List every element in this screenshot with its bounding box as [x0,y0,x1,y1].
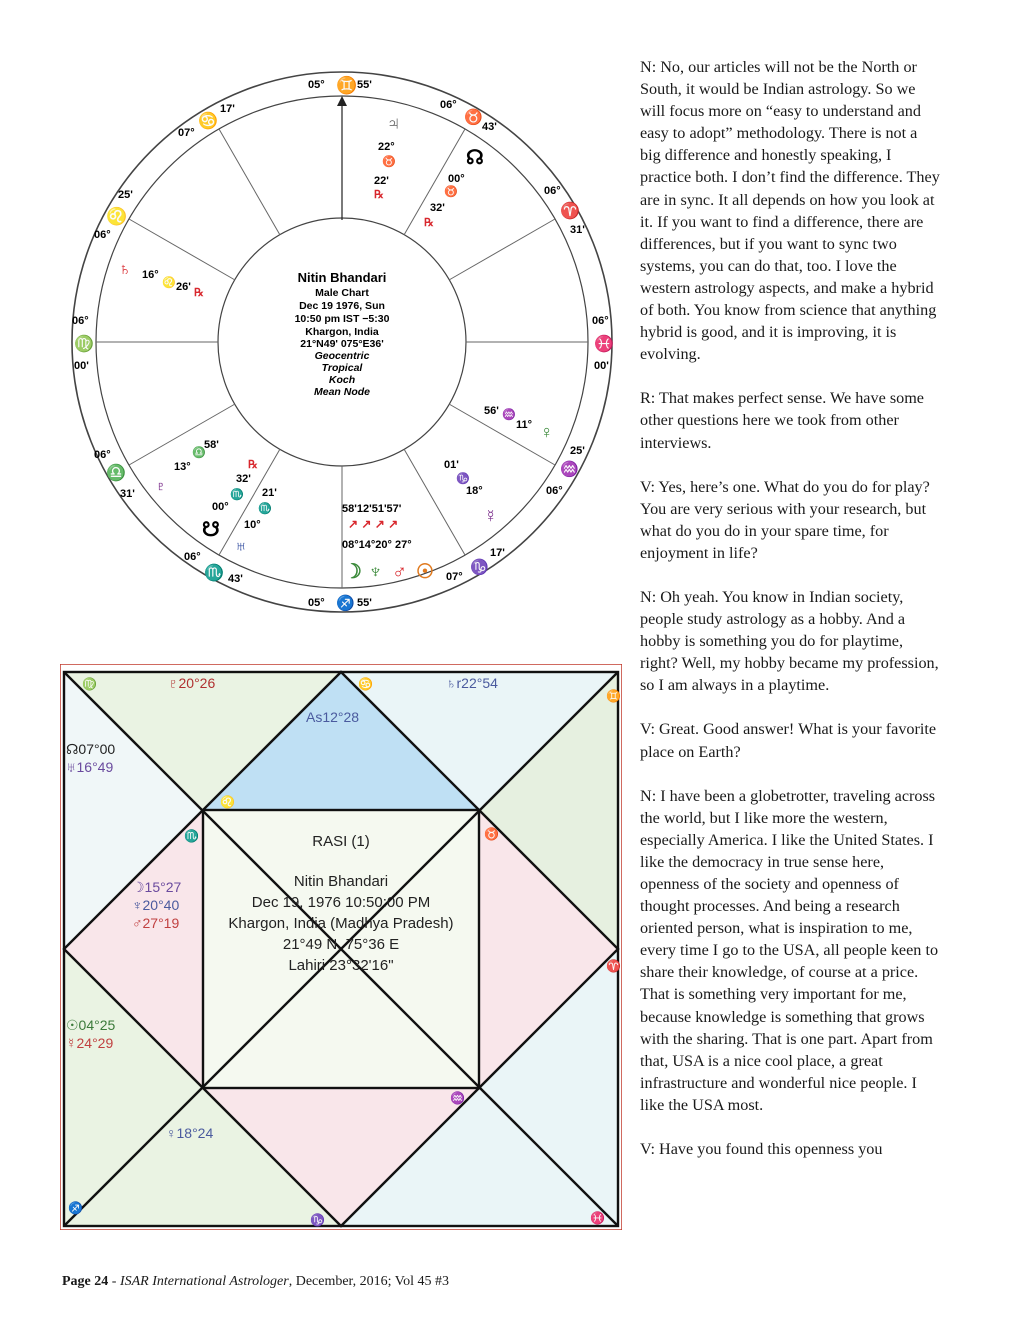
rasi-ayanamsa: Lahiri 23°32'16" [288,957,394,974]
cusp-degree: 06° [592,315,609,327]
planet-degree: 16° [142,269,159,281]
planet-degree: 00° [448,173,465,185]
pluto-position: ♇20°26 [168,675,216,691]
aquarius-icon: ♒ [450,1091,465,1105]
planet-degree: 13° [174,461,191,473]
planet-minute: 18° [466,485,483,497]
pluto-icon: ♇ [154,476,168,496]
cusp-minute: 00' [74,360,89,372]
cusp-minute: 07° [446,571,463,583]
article-paragraph: N: I have been a globetrotter, traveling across the world, but I like more the western, especially America. I like the United States. I like the democracy in true sense here, openness of the society and openness of thought processes. And being a research oriented person, what is inspiration to me, every time I go to the USA, all people keen to share their knowledge, of course at a price. That is something very important for me, because knowledge is something that grows with the sharing. That is one part. Apart from that, USA is a nice cool place, a great infrastructure and wonderful nice people. I like the USA most. [640,786,939,1114]
virgo-icon: ♍ [74,336,94,353]
libra-icon: ♎ [192,447,206,459]
page-footer [62,1274,449,1290]
rasi-chart [60,664,622,1230]
planet-minute: 26' [176,281,191,293]
ascendant-position: As12°28 [306,709,360,725]
cluster-minutes: 58'12'51'57' [342,503,402,515]
rasi-name: Nitin Bhandari [293,873,389,890]
moon-icon: ☽ [344,561,362,583]
cusp-minute: 00' [594,360,609,372]
taurus-icon: ♉ [484,827,499,841]
cusp-degree: 06° [184,551,201,563]
cusp-minute: 17' [220,103,235,115]
sun-icon: ☉ [416,561,434,583]
venus-icon: ♀ [540,422,554,442]
mars-icon: ♂ [392,561,407,583]
mars-position: ♂27°19 [132,915,180,931]
rasi-title: RASI (1) [312,833,370,850]
cusp-degree: 06° [440,99,457,111]
planet-minute: 11° [516,419,533,431]
cancer-icon: ♋ [198,113,218,130]
virgo-icon: ♍ [82,677,97,691]
mc-arrow-icon [337,96,347,106]
planet-degree: 56' [484,405,499,417]
sun-position: ☉04°25 [66,1017,116,1033]
article-text-column [640,56,940,1160]
chart-name: Nitin Bhandari [297,270,387,285]
capricorn-icon: ♑ [470,559,489,576]
scorpio-icon: ♏ [204,565,224,582]
cusp-degree: 07° [178,127,195,139]
taurus-icon: ♉ [464,109,483,126]
pisces-icon: ♓ [590,1211,605,1225]
chart-place: Khargon, India [305,326,379,338]
chart-setting: Mean Node [313,386,371,398]
libra-icon: ♎ [106,465,126,482]
article-paragraph: N: Oh yeah. You know in Indian society, people study astrology as a hobby. And a hobby is something you do for playtime, right? Well, my hobby became my profession, so I am always in a playtime. [640,587,939,695]
chart-coords: 21°N49' 075°E36' [300,338,384,350]
cusp-degree: 06° [94,449,111,461]
cusp-minute: 31' [120,488,135,500]
planet-degree: 22° [378,141,395,153]
planet-minute: 22' [374,175,389,187]
aquarius-icon: ♒ [502,409,516,421]
cusp-degree: 05° [308,597,325,609]
leo-icon: ♌ [106,207,128,226]
rasi-datetime: Dec 19, 1976 10:50:00 PM [251,894,431,911]
chart-type: Male Chart [315,287,369,299]
cusp-minute: 55' [357,79,372,91]
planet-degree: 01' [444,459,459,471]
cusp-degree: 17' [490,547,505,559]
leo-icon: ♌ [162,277,176,289]
retrograde-icon: ℞ [374,189,384,201]
chart-date: Dec 19 1976, Sun [299,300,385,312]
cusp-minute: 31' [570,224,585,236]
article-paragraph: R: That makes perfect sense. We have some other questions here we took from other interviews. [640,389,924,452]
chart-setting: Koch [328,374,356,386]
sagittarius-icon: ♐ [336,595,355,612]
sagittarius-icon: ♐ [68,1201,83,1215]
natal-chart-wheel [62,60,622,620]
saturn-icon: ♄ [118,259,132,279]
capricorn-icon: ♑ [456,473,470,485]
cluster-degrees: 08°14°20° 27° [342,539,412,551]
cusp-degree: 06° [544,185,561,197]
cluster-signs: ↗ ↗ ↗ ↗ [348,517,399,531]
aries-icon: ♈ [560,203,580,220]
mercury-position: ☿24°29 [66,1035,114,1051]
pisces-icon: ♓ [594,336,614,353]
taurus-icon: ♉ [382,156,396,168]
north-node-icon: ☊ [466,147,484,169]
neptune-icon: ♆ [368,561,383,583]
south-node-icon: ☋ [202,519,220,541]
chart-time: 10:50 pm IST −5:30 [294,313,390,325]
gemini-icon: ♊ [336,76,358,95]
cluster-glyphs [344,561,434,583]
wheel-center-info [295,270,390,398]
saturn-position: ♄r22°54 [446,675,498,691]
planet-degree: 00° [212,501,229,513]
rasi-coords: 21°49 N, 75°36 E [282,936,400,953]
taurus-icon: ♉ [444,186,458,198]
rahu-position: ☊07°00 [66,741,116,757]
retrograde-icon: ℞ [194,287,204,299]
article-paragraph: V: Yes, here’s one. What do you do for play? You are very serious with your research, but what do you do in your spare time, for enjoyment in life? [640,477,930,562]
scorpio-icon: ♏ [258,503,272,515]
issue-info: , December, 2016; Vol 45 #3 [288,1274,449,1289]
planet-minute: 21' [262,487,277,499]
cusp-minute: 43' [228,573,243,585]
article-paragraph: V: Have you found this openness you [640,1140,883,1159]
scorpio-icon: ♏ [184,829,199,843]
jupiter-icon: ♃ [386,113,401,135]
footer-separator: - [108,1274,120,1289]
venus-position: ♀18°24 [166,1125,214,1141]
cancer-icon: ♋ [358,677,373,691]
cusp-minute: 06° [546,485,563,497]
rasi-place: Khargon, India (Madhya Pradesh) [228,915,454,932]
article-paragraph: V: Great. Good answer! What is your favorite place on Earth? [640,720,937,761]
planet-degree: 10° [244,519,261,531]
cusp-degree: 25' [570,445,585,457]
leo-icon: ♌ [220,795,235,809]
aries-icon: ♈ [606,959,621,973]
chart-setting: Tropical [321,362,363,374]
cusp-minute: 55' [357,597,372,609]
uranus-icon: ♅ [234,536,248,556]
page-number: Page 24 [62,1274,109,1289]
article-paragraph: N: No, our articles will not be the North or South, it would be Indian astrology. So we will focus more on “easy to understand and easy to adopt” methodology. There is not a big difference and honestly speaking, I practice both. I don’t find the difference. They are in sync. It all depends on how you look at it. If you want to find a difference, there are differences, but if you want to sync two systems, you can do that, too. I love the western astrology aspects, and make a hybrid of both. You know from science that anything hybrid is good, and it is improving, it is evolving. [640,58,940,364]
publication-name: ISAR International Astrologer [119,1274,289,1289]
aquarius-icon: ♒ [560,461,579,478]
retrograde-icon: ℞ [248,459,258,471]
cusp-degree: 05° [308,79,325,91]
mercury-icon: ☿ [484,506,498,526]
cusp-minute: 43' [482,121,497,133]
planet-minute: 32' [236,473,251,485]
uranus-position: ♅16°49 [66,759,114,775]
cusp-minute: 06° [94,229,111,241]
capricorn-icon: ♑ [310,1213,325,1227]
planet-minute: 32' [430,202,445,214]
neptune-position: ♆20°40 [132,897,180,913]
cusp-degree: 06° [72,315,89,327]
moon-position: ☽15°27 [132,879,182,895]
gemini-icon: ♊ [606,689,621,703]
retrograde-icon: ℞ [424,217,434,229]
cusp-degree: 25' [118,189,133,201]
chart-setting: Geocentric [314,350,370,362]
scorpio-icon: ♏ [230,489,244,501]
planet-minute: 58' [204,439,219,451]
